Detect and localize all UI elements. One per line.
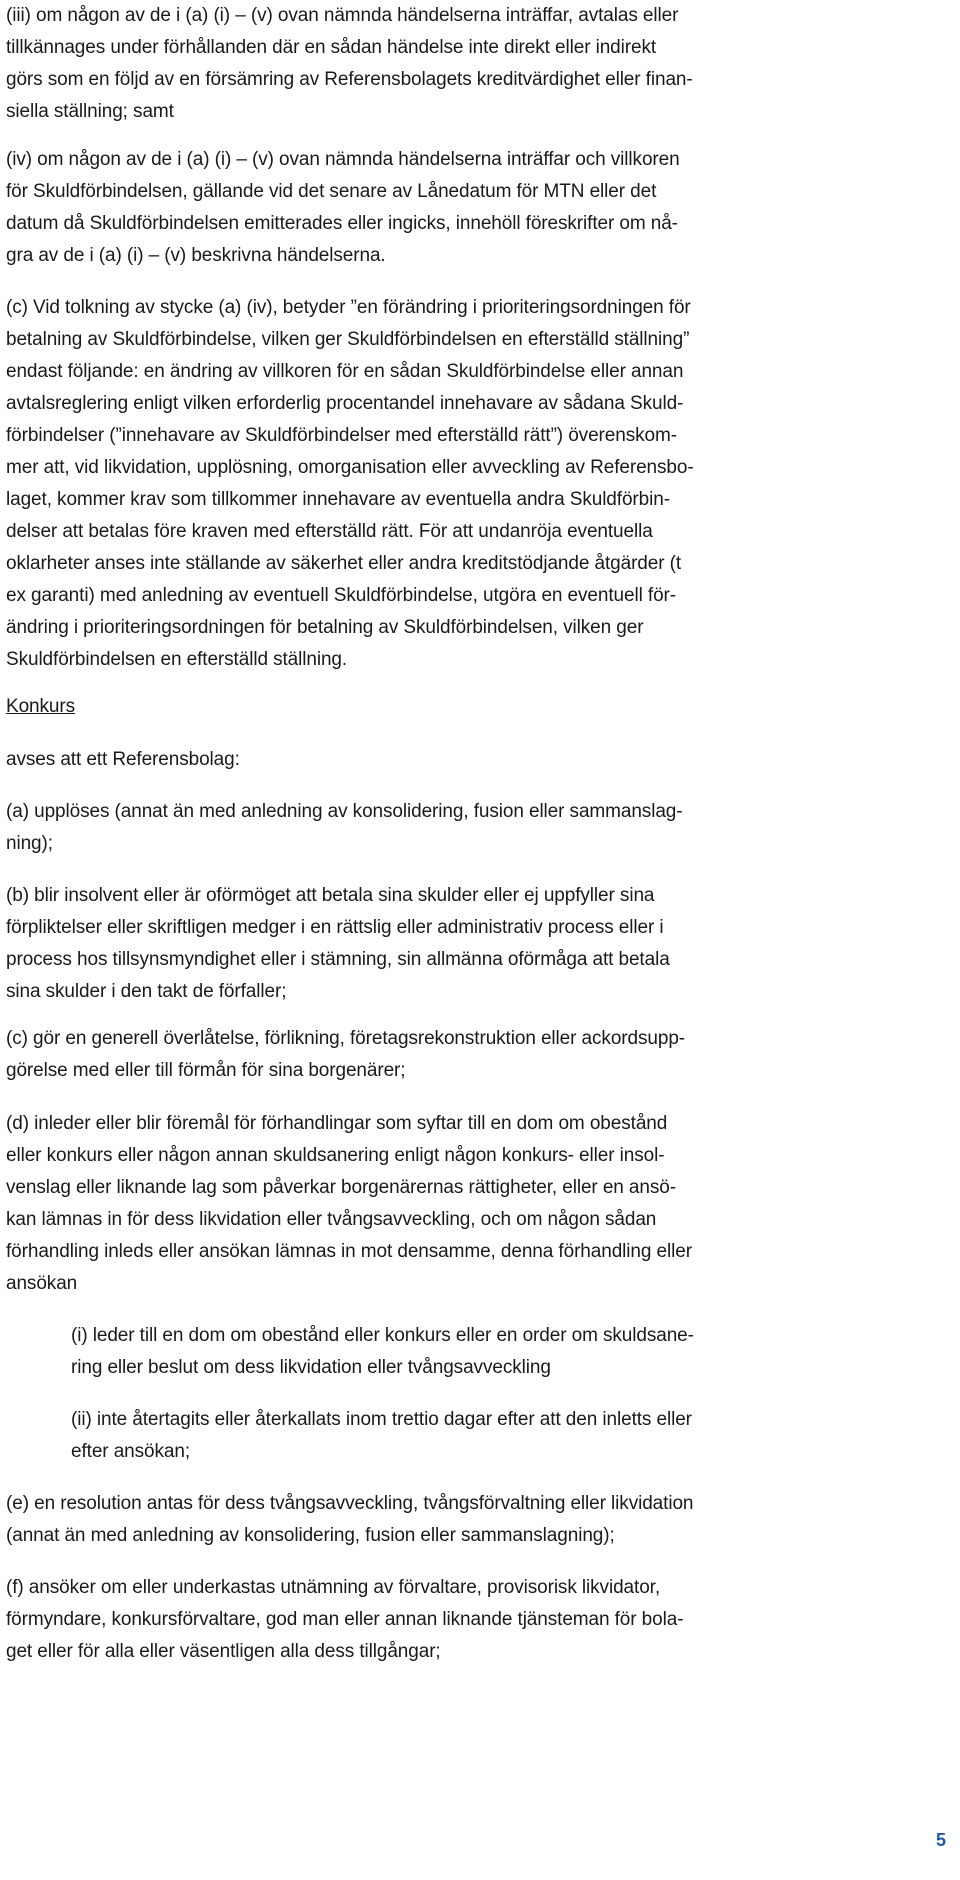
list-item-f: (f) ansöker om eller underkastas utnämning av förvaltare, provisorisk likvidator, förmyndare, konkursförvaltare, god man eller annan liknande tjänsteman för bola- get eller för alla eller väsentligen alla dess tillgångar; (6, 1577, 684, 1662)
list-item-d: (d) inleder eller blir föremål för förhandlingar som syftar till en dom om obestånd eller konkurs eller någon annan skuldsanering enligt någon konkurs- eller insol- venslag eller liknande lag som påverkar borgenärernas rättigheter, eller en ansö- kan lämnas in för dess likvidation eller tvångsavveckling, och om någon sådan förhandling inleds eller ansökan lämnas in mot densamme, denna förhandling eller ansökan (6, 1113, 692, 1294)
sub-item-i: (i) leder till en dom om obestånd eller konkurs eller en order om skuldsane- ring eller beslut om dess likvidation eller tvångsavveckling (71, 1325, 694, 1378)
list-item-e: (e) en resolution antas för dess tvångsavveckling, tvångsförvaltning eller likvidation (annat än med anledning av konsolidering, fusion eller sammanslagning); (6, 1493, 694, 1546)
page-number: 5 (935, 1830, 946, 1850)
paragraph-a-iii: (iii) om någon av de i (a) (i) – (v) ovan nämnda händelserna inträffar, avtalas eller tillkännages under förhållanden där en sådan händelse inte direkt eller indirekt görs som en följd av en försämring av Referensbolagets kreditvärdighet eller finan- siella ställning; samt (6, 5, 693, 122)
paragraph-c: (c) Vid tolkning av stycke (a) (iv), betyder ”en förändring i prioriteringsordningen för betalning av Skuldförbindelse, vilken ger Skuldförbindelsen en efterställd ställning” endast följande: en ändring av villkoren för en sådan Skuldförbindelse eller annan avtalsreglering enligt vilken erforderlig procentandel innehavare av sådana Skuld- förbindelser (”innehavare av Skuldförbindelser med efterställd rätt”) överenskom- mer att, vid likvidation, upplösning, omorganisation eller avveckling av Referensbo- laget, kommer krav som tillkommer innehavare av eventuella andra Skuldförbin- delser att betalas före kraven med efterställd rätt. För att undanröja eventuella oklarheter anses inte ställande av säkerhet eller andra kreditstödjande åtgärder (t ex garanti) med anledning av eventuell Skuldförbindelse, utgöra en eventuell för- ändring i prioriteringsordningen för betalning av Skuldförbindelsen, vilken ger Skuldförbindelsen en efterställd ställning. (6, 297, 694, 670)
list-item-b: (b) blir insolvent eller är oförmöget att betala sina skulder eller ej uppfyller sina förpliktelser eller skriftligen medger i en rättslig eller administrativ process eller i process hos tillsynsmyndighet eller i stämning, sin allmänna oförmåga att betala sina skulder i den takt de förfaller; (6, 885, 670, 1002)
list-item-c: (c) gör en generell överlåtelse, förlikning, företagsrekonstruktion eller ackordsupp- görelse med eller till förmån för sina borgenärer; (6, 1028, 686, 1081)
list-item-a: (a) upplöses (annat än med anledning av konsolidering, fusion eller sammanslag- ning); (6, 801, 683, 854)
paragraph-intro: avses att ett Referensbolag: (6, 749, 240, 770)
section-heading-konkurs: Konkurs (6, 696, 76, 717)
sub-item-ii: (ii) inte återtagits eller återkallats inom trettio dagar efter att den inletts eller efter ansökan; (71, 1409, 692, 1462)
paragraph-a-iv: (iv) om någon av de i (a) (i) – (v) ovan nämnda händelserna inträffar och villkoren för Skuldförbindelsen, gällande vid det senare av Lånedatum för MTN eller det datum då Skuldförbindelsen emitterades eller ingicks, innehöll föreskrifter om nå- gra av de i (a) (i) – (v) beskrivna händelserna. (6, 149, 680, 266)
